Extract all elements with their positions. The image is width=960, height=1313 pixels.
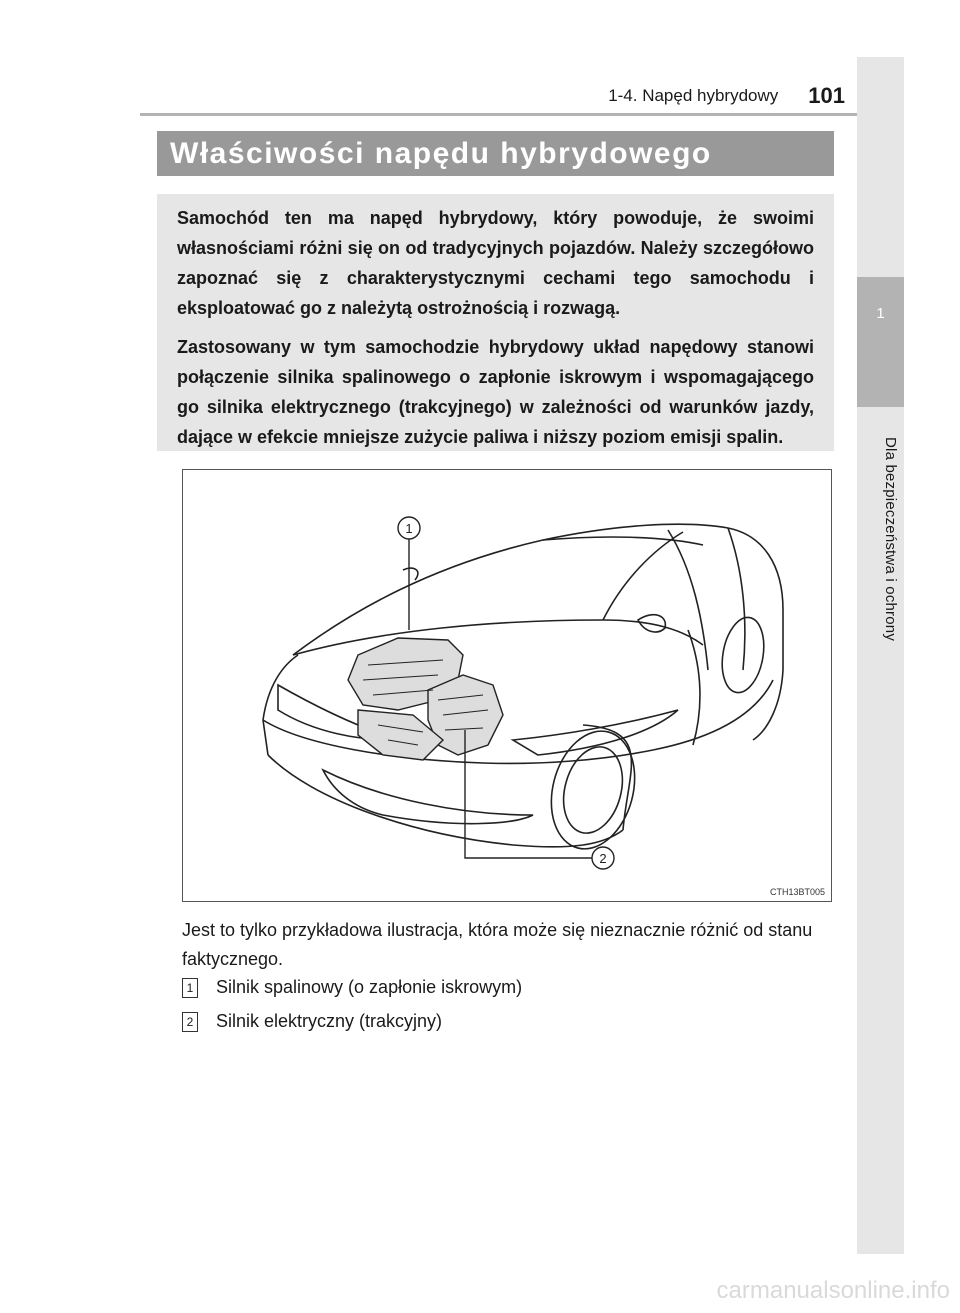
legend-item-2	[182, 1011, 802, 1032]
legend-number: 1	[182, 978, 198, 998]
intro-paragraph-2: Zastosowany w tym samochodzie hybrydowy układ napędowy stanowi połączenie silnika spalinowego o zapłonie iskrowym i wspomagającego go silnika elektrycznego (trakcyjnego) w zależności od warunków jazdy, dające w efekcie mniejsze zużycie paliwa i niższy poziom emisji spalin.	[177, 337, 814, 447]
intro-box	[157, 194, 834, 451]
chapter-title: Dla bezpieczeństwa i ochrony	[882, 437, 899, 642]
legend-label: Silnik elektryczny (trakcyjny)	[216, 1011, 443, 1031]
figure-code: CTH13BT005	[769, 887, 825, 897]
callout-2-label: 2	[599, 851, 607, 866]
car-drawing	[183, 470, 831, 901]
car-illustration	[182, 469, 832, 902]
callout-1-label: 1	[405, 521, 413, 536]
figure-caption: Jest to tylko przykładowa ilustracja, która może się nieznacznie różnić od stanu faktycznego.	[182, 920, 813, 969]
side-tab	[857, 57, 904, 1254]
legend-item-1	[182, 977, 802, 998]
page-title: Właściwości napędu hybrydowego	[157, 131, 834, 176]
chapter-tab[interactable]	[857, 277, 904, 407]
legend-number: 2	[182, 1012, 198, 1032]
intro-paragraph-1: Samochód ten ma napęd hybrydowy, który powoduje, że swoimi własnościami różni się on od tradycyjnych pojazdów. Należy szczegółowo zapoznać się z charakterystycznymi cechami tego samochodu i eksploatować go z należytą ostrożnością i rozwagą.	[177, 208, 814, 318]
page-number: 101	[808, 83, 845, 108]
page-header	[560, 78, 845, 114]
chapter-number: 1	[876, 305, 885, 322]
header-rule	[140, 113, 857, 116]
callout-2	[592, 847, 614, 869]
watermark: carmanualsonline.info	[716, 1277, 950, 1304]
section-title: 1-4. Napęd hybrydowy	[608, 86, 779, 105]
callout-1	[398, 517, 420, 539]
legend-label: Silnik spalinowy (o zapłonie iskrowym)	[216, 977, 523, 997]
